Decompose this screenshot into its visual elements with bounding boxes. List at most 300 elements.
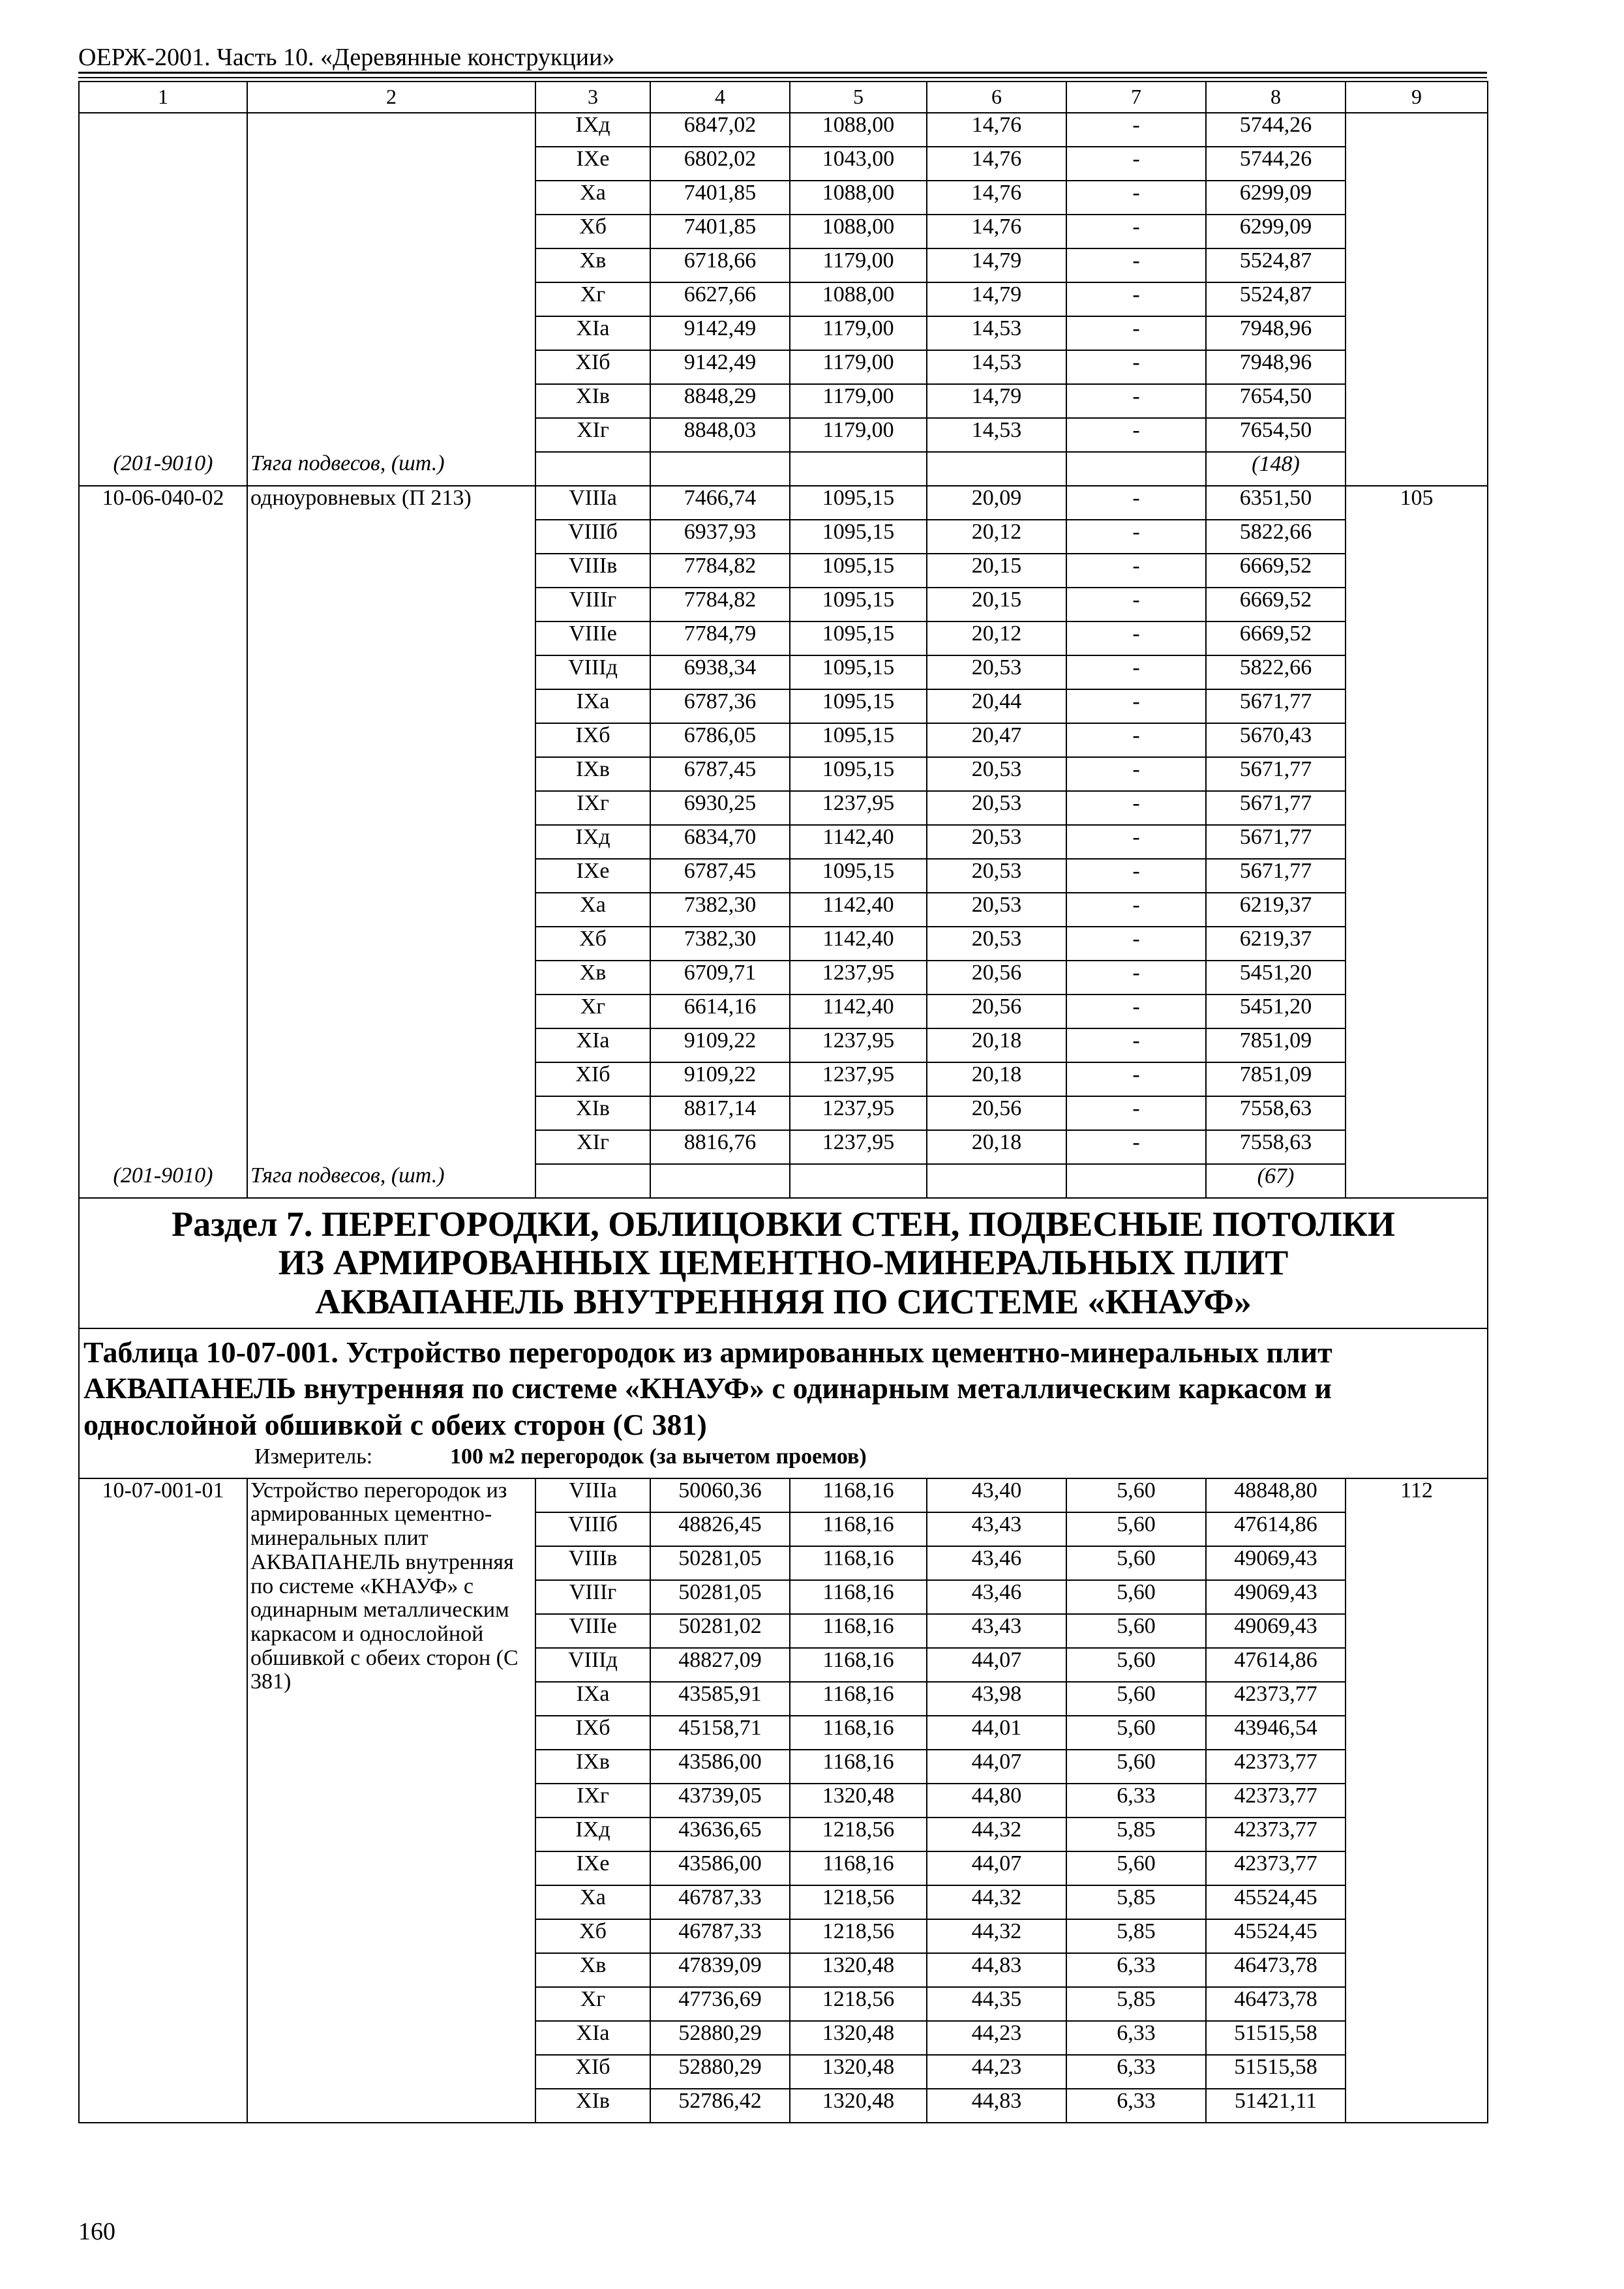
direct-costs-cell: 43585,91 <box>650 1682 790 1716</box>
region-code-cell: Xб <box>535 215 650 248</box>
machines-cell: 20,12 <box>927 520 1066 554</box>
machines-cell: 43,43 <box>927 1512 1066 1546</box>
region-code-cell: Xв <box>535 1953 650 1987</box>
direct-costs-cell: 7382,30 <box>650 927 790 961</box>
machines-cell: 20,53 <box>927 927 1066 961</box>
materials-cell: 5671,77 <box>1206 791 1346 825</box>
wages-cell: 1095,15 <box>790 757 927 791</box>
column-number: 6 <box>927 82 1066 113</box>
materials-cell: 47614,86 <box>1206 1648 1346 1682</box>
machines-cell: 14,53 <box>927 350 1066 384</box>
empty-cell <box>1066 452 1206 486</box>
direct-costs-cell: 43636,65 <box>650 1818 790 1851</box>
driver-wages-cell: - <box>1066 418 1206 452</box>
region-code-cell: XIб <box>535 350 650 384</box>
wages-cell: 1043,00 <box>790 147 927 181</box>
empty-cell <box>1066 1164 1206 1198</box>
empty-cell <box>927 452 1066 486</box>
wages-cell: 1320,48 <box>790 2021 927 2055</box>
region-code-cell: XIг <box>535 1130 650 1164</box>
wages-cell: 1237,95 <box>790 1028 927 1062</box>
materials-cell: 5671,77 <box>1206 859 1346 893</box>
wages-cell: 1320,48 <box>790 2055 927 2089</box>
machines-cell: 20,53 <box>927 893 1066 927</box>
region-code-cell: XIб <box>535 1062 650 1096</box>
direct-costs-cell: 43739,05 <box>650 1784 790 1818</box>
column-number: 4 <box>650 82 790 113</box>
driver-wages-cell: - <box>1066 1130 1206 1164</box>
driver-wages-cell: 5,60 <box>1066 1580 1206 1614</box>
materials-cell: 51515,58 <box>1206 2055 1346 2089</box>
direct-costs-cell: 50281,02 <box>650 1614 790 1648</box>
region-code-cell: Xг <box>535 1987 650 2021</box>
code-cell: 10-07-001-01 <box>79 1478 247 2123</box>
page-header <box>78 39 1487 72</box>
wages-cell: 1168,16 <box>790 1648 927 1682</box>
machines-cell: 44,32 <box>927 1885 1066 1919</box>
column-number: 9 <box>1346 82 1488 113</box>
wages-cell: 1088,00 <box>790 113 927 147</box>
driver-wages-cell: - <box>1066 384 1206 418</box>
region-code-cell: XIв <box>535 2089 650 2123</box>
driver-wages-cell: 5,60 <box>1066 1546 1206 1580</box>
col9-cell <box>1346 113 1488 452</box>
driver-wages-cell: - <box>1066 113 1206 147</box>
materials-cell: 6219,37 <box>1206 927 1346 961</box>
wages-cell: 1179,00 <box>790 316 927 350</box>
driver-wages-cell: - <box>1066 316 1206 350</box>
region-code-cell: IXд <box>535 113 650 147</box>
region-code-cell: IXв <box>535 757 650 791</box>
direct-costs-cell: 8848,03 <box>650 418 790 452</box>
machines-cell: 20,56 <box>927 1096 1066 1130</box>
region-code-cell: VIIIе <box>535 1614 650 1648</box>
direct-costs-cell: 8817,14 <box>650 1096 790 1130</box>
machines-cell: 20,56 <box>927 961 1066 995</box>
driver-wages-cell: 5,60 <box>1066 1648 1206 1682</box>
machines-cell: 20,12 <box>927 621 1066 655</box>
wages-cell: 1088,00 <box>790 181 927 215</box>
region-code-cell: Xа <box>535 893 650 927</box>
driver-wages-cell: - <box>1066 181 1206 215</box>
wages-cell: 1095,15 <box>790 859 927 893</box>
wages-cell: 1095,15 <box>790 621 927 655</box>
machines-cell: 20,56 <box>927 995 1066 1028</box>
resource-name-cell: Тяга подвесов, (шт.) <box>247 1164 535 1198</box>
driver-wages-cell: 5,60 <box>1066 1512 1206 1546</box>
machines-cell: 14,76 <box>927 113 1066 147</box>
region-code-cell: IXб <box>535 723 650 757</box>
machines-cell: 44,83 <box>927 1953 1066 1987</box>
region-code-cell: IXб <box>535 1716 650 1750</box>
region-code-cell: VIIIд <box>535 655 650 689</box>
machines-cell: 44,32 <box>927 1919 1066 1953</box>
name-cell: Устройство перегородок из армированных цементно-минеральных плит АКВАПАНЕЛЬ внутренняя по системе «КНАУФ» с одинарным металлическим каркасом и однослойной обшивкой с обеих сторон (С 381) <box>247 1478 535 2123</box>
wages-cell: 1237,95 <box>790 791 927 825</box>
machines-cell: 20,15 <box>927 554 1066 588</box>
driver-wages-cell: - <box>1066 350 1206 384</box>
machines-cell: 44,23 <box>927 2021 1066 2055</box>
column-number: 3 <box>535 82 650 113</box>
table-title: Таблица 10-07-001. Устройство перегородок из армированных цементно-минеральных плит АКВАПАНЕЛЬ внутренняя по системе «КНАУФ» с одинарным металлическим каркасом и однослойной обшивкой с обеих сторон (С 381) <box>79 1328 1488 1445</box>
region-code-cell: IXе <box>535 1851 650 1885</box>
materials-cell: 6299,09 <box>1206 215 1346 248</box>
direct-costs-cell: 7784,82 <box>650 588 790 621</box>
machines-cell: 14,53 <box>927 316 1066 350</box>
price-table-body <box>79 82 1488 2123</box>
materials-cell: 7558,63 <box>1206 1096 1346 1130</box>
materials-cell: 7851,09 <box>1206 1062 1346 1096</box>
section-heading <box>79 1198 1488 1328</box>
machines-cell: 44,32 <box>927 1818 1066 1851</box>
machines-cell: 44,07 <box>927 1648 1066 1682</box>
wages-cell: 1320,48 <box>790 1784 927 1818</box>
driver-wages-cell: - <box>1066 1028 1206 1062</box>
header-rule-thin <box>78 77 1487 78</box>
direct-costs-cell: 6938,34 <box>650 655 790 689</box>
region-code-cell: Xг <box>535 282 650 316</box>
machines-cell: 20,09 <box>927 486 1066 520</box>
machines-cell: 44,07 <box>927 1750 1066 1784</box>
materials-cell: 5524,87 <box>1206 282 1346 316</box>
wages-cell: 1168,16 <box>790 1851 927 1885</box>
wages-cell: 1168,16 <box>790 1546 927 1580</box>
materials-cell: 6219,37 <box>1206 893 1346 927</box>
region-code-cell: VIIIа <box>535 486 650 520</box>
machines-cell: 14,53 <box>927 418 1066 452</box>
machines-cell: 20,44 <box>927 689 1066 723</box>
empty-cell <box>790 1164 927 1198</box>
machines-cell: 20,53 <box>927 825 1066 859</box>
machines-cell: 14,79 <box>927 384 1066 418</box>
driver-wages-cell: - <box>1066 927 1206 961</box>
wages-cell: 1179,00 <box>790 350 927 384</box>
direct-costs-cell: 43586,00 <box>650 1851 790 1885</box>
region-code-cell: XIг <box>535 418 650 452</box>
wages-cell: 1218,56 <box>790 1818 927 1851</box>
empty-cell <box>535 1164 650 1198</box>
wages-cell: 1218,56 <box>790 1919 927 1953</box>
machines-cell: 20,53 <box>927 791 1066 825</box>
materials-cell: 5671,77 <box>1206 825 1346 859</box>
driver-wages-cell: 5,60 <box>1066 1851 1206 1885</box>
direct-costs-cell: 7784,79 <box>650 621 790 655</box>
driver-wages-cell: - <box>1066 621 1206 655</box>
wages-cell: 1095,15 <box>790 689 927 723</box>
direct-costs-cell: 46787,33 <box>650 1919 790 1953</box>
driver-wages-cell: 5,60 <box>1066 1682 1206 1716</box>
materials-cell: 5671,77 <box>1206 689 1346 723</box>
wages-cell: 1168,16 <box>790 1512 927 1546</box>
materials-cell: 7654,50 <box>1206 384 1346 418</box>
direct-costs-cell: 7401,85 <box>650 215 790 248</box>
machines-cell: 20,18 <box>927 1028 1066 1062</box>
region-code-cell: VIIIг <box>535 1580 650 1614</box>
region-code-cell: IXе <box>535 859 650 893</box>
materials-cell: 7654,50 <box>1206 418 1346 452</box>
direct-costs-cell: 6930,25 <box>650 791 790 825</box>
direct-costs-cell: 52880,29 <box>650 2055 790 2089</box>
region-code-cell: Xа <box>535 1885 650 1919</box>
region-code-cell: IXг <box>535 1784 650 1818</box>
code-cell <box>79 113 247 452</box>
wages-cell: 1179,00 <box>790 384 927 418</box>
resource-name-cell: Тяга подвесов, (шт.) <box>247 452 535 486</box>
region-code-cell: XIа <box>535 316 650 350</box>
machines-cell: 14,79 <box>927 282 1066 316</box>
table-row <box>79 113 1488 147</box>
direct-costs-cell: 6787,45 <box>650 859 790 893</box>
driver-wages-cell: - <box>1066 757 1206 791</box>
driver-wages-cell: 5,85 <box>1066 1818 1206 1851</box>
column-number: 8 <box>1206 82 1346 113</box>
machines-cell: 20,53 <box>927 655 1066 689</box>
column-number: 7 <box>1066 82 1206 113</box>
materials-cell: 7558,63 <box>1206 1130 1346 1164</box>
wages-cell: 1095,15 <box>790 554 927 588</box>
region-code-cell: VIIIе <box>535 621 650 655</box>
materials-cell: 42373,77 <box>1206 1784 1346 1818</box>
header-title: ОЕРЖ-2001. Часть 10. «Деревянные конструкции» <box>78 44 615 71</box>
wages-cell: 1237,95 <box>790 1062 927 1096</box>
region-code-cell: VIIIг <box>535 588 650 621</box>
direct-costs-cell: 48826,45 <box>650 1512 790 1546</box>
region-code-cell: XIб <box>535 2055 650 2089</box>
section-heading-line: Раздел 7. ПЕРЕГОРОДКИ, ОБЛИЦОВКИ СТЕН, ПОДВЕСНЫЕ ПОТОЛКИ <box>172 1204 1395 1244</box>
materials-cell: 6669,52 <box>1206 588 1346 621</box>
resource-code-cell: (201-9010) <box>79 1164 247 1198</box>
measure-label: Измеритель: <box>254 1444 373 1469</box>
machines-cell: 20,18 <box>927 1130 1066 1164</box>
direct-costs-cell: 6937,93 <box>650 520 790 554</box>
wages-cell: 1142,40 <box>790 927 927 961</box>
machines-cell: 44,83 <box>927 2089 1066 2123</box>
materials-cell: 48848,80 <box>1206 1478 1346 1512</box>
driver-wages-cell: - <box>1066 588 1206 621</box>
wages-cell: 1088,00 <box>790 282 927 316</box>
section-heading-line: АКВАПАНЕЛЬ ВНУТРЕННЯЯ ПО СИСТЕМЕ «КНАУФ» <box>315 1281 1252 1321</box>
materials-cell: 49069,43 <box>1206 1580 1346 1614</box>
machines-cell: 14,79 <box>927 248 1066 282</box>
driver-wages-cell: - <box>1066 486 1206 520</box>
wages-cell: 1142,40 <box>790 825 927 859</box>
empty-cell <box>535 452 650 486</box>
wages-cell: 1142,40 <box>790 995 927 1028</box>
region-code-cell: IXв <box>535 1750 650 1784</box>
driver-wages-cell: - <box>1066 859 1206 893</box>
materials-cell: 7948,96 <box>1206 316 1346 350</box>
region-code-cell: XIа <box>535 2021 650 2055</box>
materials-cell: 6669,52 <box>1206 621 1346 655</box>
direct-costs-cell: 45158,71 <box>650 1716 790 1750</box>
wages-cell: 1218,56 <box>790 1885 927 1919</box>
materials-cell: 49069,43 <box>1206 1546 1346 1580</box>
wages-cell: 1237,95 <box>790 1130 927 1164</box>
direct-costs-cell: 52880,29 <box>650 2021 790 2055</box>
materials-cell: 6299,09 <box>1206 181 1346 215</box>
materials-cell: 45524,45 <box>1206 1919 1346 1953</box>
table-row <box>79 1478 1488 1512</box>
materials-cell: 47614,86 <box>1206 1512 1346 1546</box>
table-row <box>79 486 1488 520</box>
region-code-cell: Xа <box>535 181 650 215</box>
direct-costs-cell: 9109,22 <box>650 1062 790 1096</box>
direct-costs-cell: 6718,66 <box>650 248 790 282</box>
direct-costs-cell: 50060,36 <box>650 1478 790 1512</box>
wages-cell: 1179,00 <box>790 418 927 452</box>
machines-cell: 20,15 <box>927 588 1066 621</box>
direct-costs-cell: 43586,00 <box>650 1750 790 1784</box>
wages-cell: 1237,95 <box>790 961 927 995</box>
col9-cell: 105 <box>1346 486 1488 1164</box>
direct-costs-cell: 9142,49 <box>650 350 790 384</box>
region-code-cell: VIIIд <box>535 1648 650 1682</box>
header-rule-thick <box>78 72 1487 74</box>
direct-costs-cell: 8848,29 <box>650 384 790 418</box>
materials-cell: 46473,78 <box>1206 1953 1346 1987</box>
driver-wages-cell: 6,33 <box>1066 1953 1206 1987</box>
wages-cell: 1095,15 <box>790 520 927 554</box>
wages-cell: 1088,00 <box>790 215 927 248</box>
price-table <box>78 81 1488 2123</box>
materials-cell: 45524,45 <box>1206 1885 1346 1919</box>
wages-cell: 1095,15 <box>790 486 927 520</box>
wages-cell: 1168,16 <box>790 1682 927 1716</box>
region-code-cell: VIIIв <box>535 1546 650 1580</box>
driver-wages-cell: 5,85 <box>1066 1885 1206 1919</box>
driver-wages-cell: - <box>1066 825 1206 859</box>
column-number: 5 <box>790 82 927 113</box>
materials-cell: 5822,66 <box>1206 520 1346 554</box>
section-heading-row <box>79 1198 1488 1328</box>
driver-wages-cell: 5,85 <box>1066 1987 1206 2021</box>
driver-wages-cell: - <box>1066 791 1206 825</box>
region-code-cell: VIIIа <box>535 1478 650 1512</box>
driver-wages-cell: - <box>1066 893 1206 927</box>
driver-wages-cell: - <box>1066 282 1206 316</box>
machines-cell: 44,80 <box>927 1784 1066 1818</box>
code-cell: 10-06-040-02 <box>79 486 247 1164</box>
driver-wages-cell: - <box>1066 215 1206 248</box>
direct-costs-cell: 6847,02 <box>650 113 790 147</box>
table-row-resource <box>79 452 1488 486</box>
driver-wages-cell: - <box>1066 1096 1206 1130</box>
region-code-cell: Xб <box>535 927 650 961</box>
machines-cell: 14,76 <box>927 181 1066 215</box>
region-code-cell: XIв <box>535 1096 650 1130</box>
machines-cell: 43,46 <box>927 1546 1066 1580</box>
empty-cell <box>1346 1164 1488 1198</box>
wages-cell: 1168,16 <box>790 1716 927 1750</box>
materials-cell: 5671,77 <box>1206 757 1346 791</box>
machines-cell: 44,35 <box>927 1987 1066 2021</box>
machines-cell: 43,40 <box>927 1478 1066 1512</box>
wages-cell: 1168,16 <box>790 1478 927 1512</box>
direct-costs-cell: 6787,45 <box>650 757 790 791</box>
direct-costs-cell: 6787,36 <box>650 689 790 723</box>
materials-cell: 51515,58 <box>1206 2021 1346 2055</box>
name-cell <box>247 113 535 452</box>
materials-cell: 7948,96 <box>1206 350 1346 384</box>
wages-cell: 1168,16 <box>790 1580 927 1614</box>
materials-cell: 46473,78 <box>1206 1987 1346 2021</box>
materials-cell: 49069,43 <box>1206 1614 1346 1648</box>
table-title-row <box>79 1328 1488 1445</box>
driver-wages-cell: - <box>1066 655 1206 689</box>
materials-cell: 51421,11 <box>1206 2089 1346 2123</box>
direct-costs-cell: 7784,82 <box>650 554 790 588</box>
wages-cell: 1179,00 <box>790 248 927 282</box>
col9-cell: 112 <box>1346 1478 1488 2123</box>
empty-cell <box>650 452 790 486</box>
direct-costs-cell: 8816,76 <box>650 1130 790 1164</box>
machines-cell: 43,46 <box>927 1580 1066 1614</box>
direct-costs-cell: 47839,09 <box>650 1953 790 1987</box>
driver-wages-cell: - <box>1066 1062 1206 1096</box>
direct-costs-cell: 6627,66 <box>650 282 790 316</box>
machines-cell: 43,98 <box>927 1682 1066 1716</box>
driver-wages-cell: - <box>1066 961 1206 995</box>
direct-costs-cell: 9142,49 <box>650 316 790 350</box>
wages-cell: 1320,48 <box>790 1953 927 1987</box>
machines-cell: 20,53 <box>927 757 1066 791</box>
direct-costs-cell: 47736,69 <box>650 1987 790 2021</box>
materials-cell: 5451,20 <box>1206 995 1346 1028</box>
direct-costs-cell: 9109,22 <box>650 1028 790 1062</box>
section-heading-line: ИЗ АРМИРОВАННЫХ ЦЕМЕНТНО-МИНЕРАЛЬНЫХ ПЛИТ <box>278 1243 1289 1283</box>
empty-cell <box>927 1164 1066 1198</box>
wages-cell: 1168,16 <box>790 1750 927 1784</box>
driver-wages-cell: - <box>1066 723 1206 757</box>
direct-costs-cell: 6614,16 <box>650 995 790 1028</box>
materials-cell: 43946,54 <box>1206 1716 1346 1750</box>
resource-code-cell: (201-9010) <box>79 452 247 486</box>
region-code-cell: IXа <box>535 1682 650 1716</box>
driver-wages-cell: 6,33 <box>1066 2021 1206 2055</box>
resource-value-cell: (67) <box>1206 1164 1346 1198</box>
driver-wages-cell: - <box>1066 689 1206 723</box>
materials-cell: 42373,77 <box>1206 1851 1346 1885</box>
driver-wages-cell: 5,60 <box>1066 1716 1206 1750</box>
region-code-cell: IXд <box>535 825 650 859</box>
materials-cell: 7851,09 <box>1206 1028 1346 1062</box>
measure-cell <box>79 1445 1488 1478</box>
direct-costs-cell: 6709,71 <box>650 961 790 995</box>
machines-cell: 14,76 <box>927 215 1066 248</box>
region-code-cell: VIIIв <box>535 554 650 588</box>
driver-wages-cell: 5,60 <box>1066 1478 1206 1512</box>
wages-cell: 1095,15 <box>790 655 927 689</box>
region-code-cell: IXг <box>535 791 650 825</box>
driver-wages-cell: - <box>1066 520 1206 554</box>
wages-cell: 1320,48 <box>790 2089 927 2123</box>
direct-costs-cell: 50281,05 <box>650 1546 790 1580</box>
materials-cell: 42373,77 <box>1206 1818 1346 1851</box>
name-cell: одноуровневых (П 213) <box>247 486 535 1164</box>
empty-cell <box>1346 452 1488 486</box>
materials-cell: 5822,66 <box>1206 655 1346 689</box>
region-code-cell: IXе <box>535 147 650 181</box>
materials-cell: 6351,50 <box>1206 486 1346 520</box>
driver-wages-cell: - <box>1066 147 1206 181</box>
region-code-cell: IXа <box>535 689 650 723</box>
machines-cell: 20,53 <box>927 859 1066 893</box>
machines-cell: 43,43 <box>927 1614 1066 1648</box>
wages-cell: 1142,40 <box>790 893 927 927</box>
empty-cell <box>650 1164 790 1198</box>
driver-wages-cell: 5,60 <box>1066 1750 1206 1784</box>
driver-wages-cell: 6,33 <box>1066 2055 1206 2089</box>
